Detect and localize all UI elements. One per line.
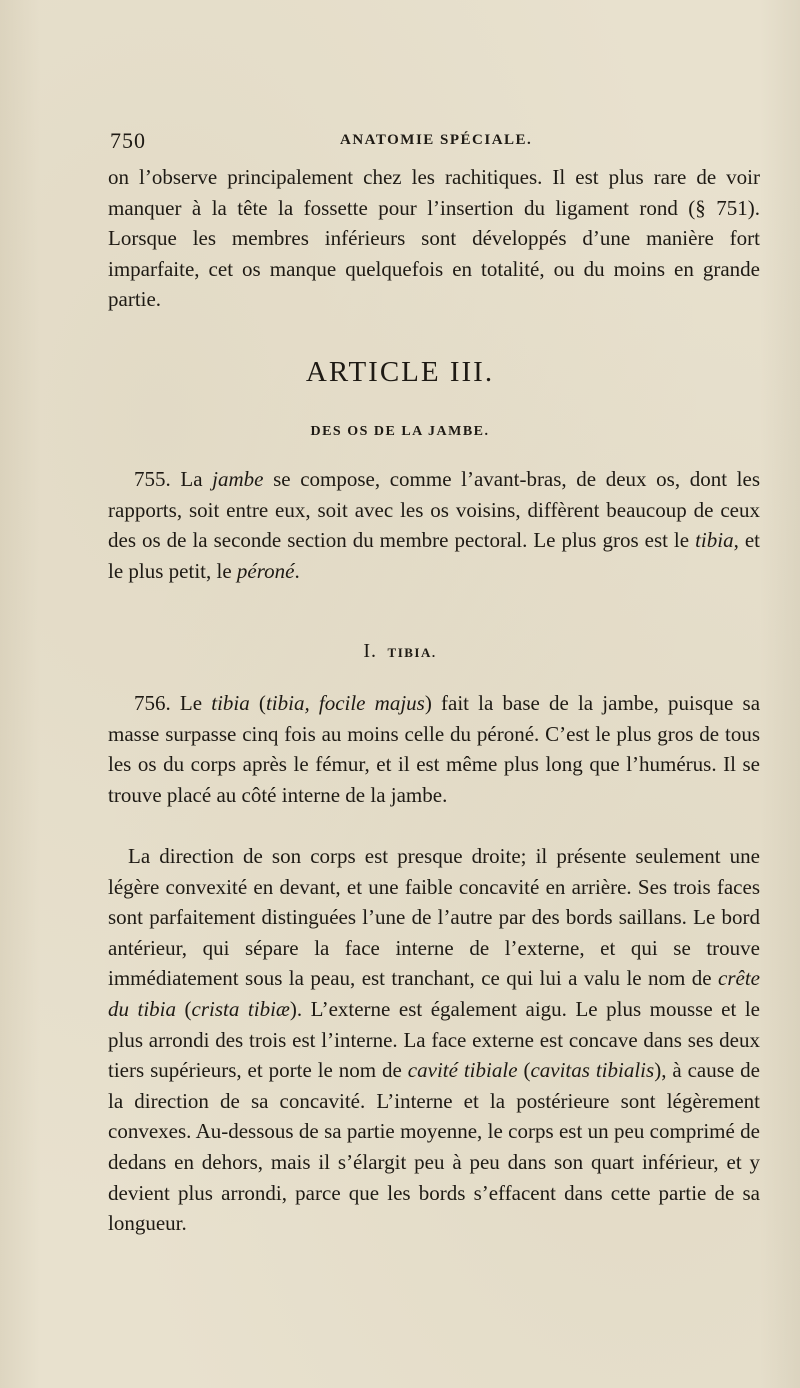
- running-title: ANATOMIE SPÉCIALE.: [340, 132, 533, 148]
- italic-term: crista tibiæ: [191, 996, 290, 1021]
- text-run: .: [294, 558, 300, 583]
- section-heading: [0, 640, 800, 663]
- article-subtitle: DES OS DE LA JAMBE.: [310, 424, 490, 439]
- italic-term: jambe: [212, 467, 264, 491]
- text-run: La direction de son corps est presque droite; il présente seulement une légère convexité en devant, et une faible concavité en arrière. Ses trois faces sont parfaitement distinguées l’une de l’autre par des bords saillans. Le bord antérieur, qui sépare la face interne de l’externe, et qui se trouve immédiatement sous la peau, est tranchant, ce qui lui a valu le nom de: [108, 844, 760, 991]
- text-run: (: [176, 996, 192, 1021]
- text-run: La: [170, 467, 213, 491]
- paragraph-continuation: [108, 162, 760, 315]
- italic-term: cavitas tibialis: [530, 1058, 655, 1083]
- text-run: ) fait la base de la jambe, puisque sa masse surpasse cinq fois au moins celle du péroné. C’est le plus gros de tous les os du corps après le fémur, et il est même plus long que l’humérus. Il se trouve placé au côté interne de la jambe.: [108, 691, 761, 807]
- italic-term: tibia, focile majus: [265, 691, 425, 715]
- paragraph-number: 755.: [134, 467, 171, 491]
- text-run: , et le plus petit, le: [108, 528, 761, 583]
- article-title: ARTICLE III.: [305, 356, 495, 388]
- paragraph-756: [108, 688, 760, 810]
- italic-term: tibia: [211, 691, 250, 715]
- running-head: [110, 128, 760, 154]
- text-run: Le: [170, 691, 212, 715]
- paragraph-755: [108, 464, 760, 586]
- text-run: ), à cause de la direction de sa concavité. L’interne et la postérieure sont légèrement convexes. Au-dessous de sa partie moyenne, le corps est un peu comprimé de dedans en dehors, mais il s’élargit peu à peu dans son quart inférieur, et y devient plus arrondi, parce que les bords s’effacent dans cette partie de sa longueur.: [108, 1058, 760, 1236]
- section-name: TIBIA.: [387, 645, 437, 660]
- section-number: I.: [363, 640, 378, 662]
- italic-term: crête du tibia: [108, 966, 760, 1021]
- text-run: se compose, comme l’avant-bras, de deux os, dont les rapports, soit entre eux, soit avec les os voisins, diffèrent beaucoup de ceux des os de la seconde section du membre pectoral. Le plus gros est le: [108, 467, 760, 553]
- paragraph-number: 756.: [134, 691, 171, 715]
- text-run: ). L’externe est également aigu. Le plus mousse et le plus arrondi des trois est l’interne. La face externe est concave dans ses deux tiers supérieurs, et porte le nom de: [108, 996, 760, 1083]
- text-run: (: [517, 1058, 531, 1083]
- italic-term: cavité tibiale: [407, 1058, 518, 1083]
- page-number: 750: [110, 128, 146, 153]
- italic-term: tibia: [695, 528, 734, 553]
- paragraph-text: on l’observe principalement chez les rachitiques. Il est plus rare de voir manquer à la tête la fossette pour l’insertion du ligament rond (§ 751). Lorsque les membres inférieurs sont développés d’une manière fort imparfaite, cet os manque quelquefois en totalité, ou du moins en grande partie.: [108, 165, 760, 312]
- italic-term: péroné: [236, 558, 295, 583]
- text-run: (: [249, 691, 266, 715]
- paragraph-direction: [108, 841, 760, 1239]
